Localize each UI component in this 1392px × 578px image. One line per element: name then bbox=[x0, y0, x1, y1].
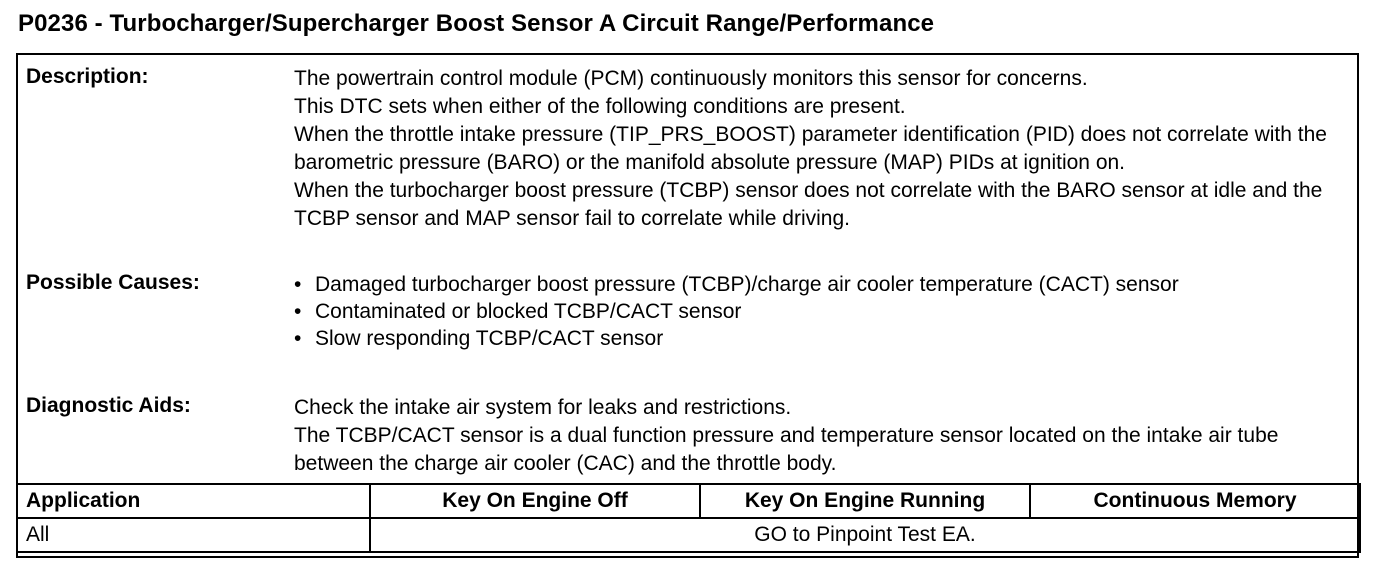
application-table bbox=[16, 483, 1361, 553]
description-line: This DTC sets when either of the following conditions are present. bbox=[294, 95, 906, 118]
diagnostic-aids-section bbox=[18, 394, 1357, 482]
diagnostic-aids-line: Check the intake air system for leaks and restrictions. bbox=[294, 396, 792, 419]
diagnostic-aids-body bbox=[294, 394, 1351, 478]
diagnostic-aids-label: Diagnostic Aids: bbox=[26, 394, 191, 417]
possible-causes-list bbox=[294, 271, 1351, 352]
table-header-row bbox=[17, 484, 1360, 518]
table-row bbox=[17, 518, 1360, 552]
description-section bbox=[18, 65, 1357, 260]
description-line: The powertrain control module (PCM) continuously monitors this sensor for concerns. bbox=[294, 67, 1088, 90]
diagnostic-aids-line: The TCBP/CACT sensor is a dual function pressure and temperature sensor located on the intake air tube between the charge air cooler (CAC) and the throttle body. bbox=[294, 424, 1279, 475]
list-item bbox=[294, 298, 1351, 325]
document-title: P0236 - Turbocharger/Supercharger Boost Sensor A Circuit Range/Performance bbox=[18, 10, 935, 37]
cause-text: Slow responding TCBP/CACT sensor bbox=[315, 327, 664, 350]
cause-text: Damaged turbocharger boost pressure (TCBP)/charge air cooler temperature (CACT) sensor bbox=[315, 273, 1179, 296]
column-header-koeo: Key On Engine Off bbox=[370, 484, 700, 518]
possible-causes-body bbox=[294, 271, 1351, 352]
action-cell: GO to Pinpoint Test EA. bbox=[370, 518, 1360, 552]
bullet-icon: • bbox=[294, 273, 302, 296]
bullet-icon: • bbox=[294, 300, 302, 323]
list-item bbox=[294, 271, 1351, 298]
possible-causes-section bbox=[18, 271, 1357, 386]
cause-text: Contaminated or blocked TCBP/CACT sensor bbox=[315, 300, 742, 323]
description-line: When the throttle intake pressure (TIP_PRS_BOOST) parameter identification (PID) does not correlate with the barometric pressure (BARO) or the manifold absolute pressure (MAP) PIDs at ignition on. bbox=[294, 123, 1327, 174]
application-cell: All bbox=[17, 518, 370, 552]
description-label: Description: bbox=[26, 65, 149, 88]
description-line: When the turbocharger boost pressure (TCBP) sensor does not correlate with the BARO sensor at idle and the TCBP sensor and MAP sensor fail to correlate while driving. bbox=[294, 179, 1323, 230]
bullet-icon: • bbox=[294, 327, 302, 350]
dtc-info-frame bbox=[16, 53, 1359, 558]
list-item bbox=[294, 325, 1351, 352]
column-header-koer: Key On Engine Running bbox=[700, 484, 1030, 518]
column-header-continuous-memory: Continuous Memory bbox=[1030, 484, 1360, 518]
description-body bbox=[294, 65, 1351, 233]
possible-causes-label: Possible Causes: bbox=[26, 271, 200, 294]
column-header-application: Application bbox=[17, 484, 370, 518]
